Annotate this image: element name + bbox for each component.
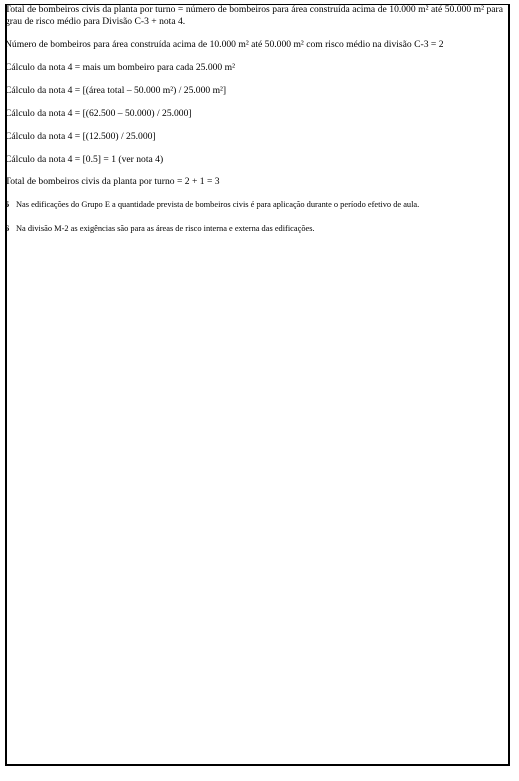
note-number: 5 [5,200,10,210]
paragraph-calc-step: Cálculo da nota 4 = [(12.500) / 25.000] [5,130,156,142]
note-text: Na divisão M-2 as exigências são para as áreas de risco interna e externa das edificações. [16,223,315,233]
paragraph-total-definition: Total de bombeiros civis da planta por turno = número de bombeiros para área construída acima de 10.000 m² até 50.000 m² para grau de risco médio para Divisão C-3 + nota 4. [5,4,503,27]
note-text: Nas edificações do Grupo E a quantidade prevista de bombeiros civis é para aplicação durante o período efetivo de aula. [16,200,420,210]
paragraph-calc-rule: Cálculo da nota 4 = mais um bombeiro para cada 25.000 m² [5,61,235,73]
paragraph-calc-substitution: Cálculo da nota 4 = [(62.500 – 50.000) / 25.000] [5,107,192,119]
paragraph-calc-result: Cálculo da nota 4 = [0.5] = 1 (ver nota 4) [5,153,164,165]
paragraph-calc-formula: Cálculo da nota 4 = [(área total – 50.000 m²) / 25.000 m²] [5,84,227,96]
paragraph-base-count: Número de bombeiros para área construída acima de 10.000 m² até 50.000 m² com risco médio na divisão C-3 = 2 [5,38,444,50]
note-5 [5,199,503,210]
note-number: 6 [5,223,10,233]
document-body [5,4,503,246]
note-6 [5,223,503,234]
paragraph-total-result: Total de bombeiros civis da planta por turno = 2 + 1 = 3 [5,176,220,188]
